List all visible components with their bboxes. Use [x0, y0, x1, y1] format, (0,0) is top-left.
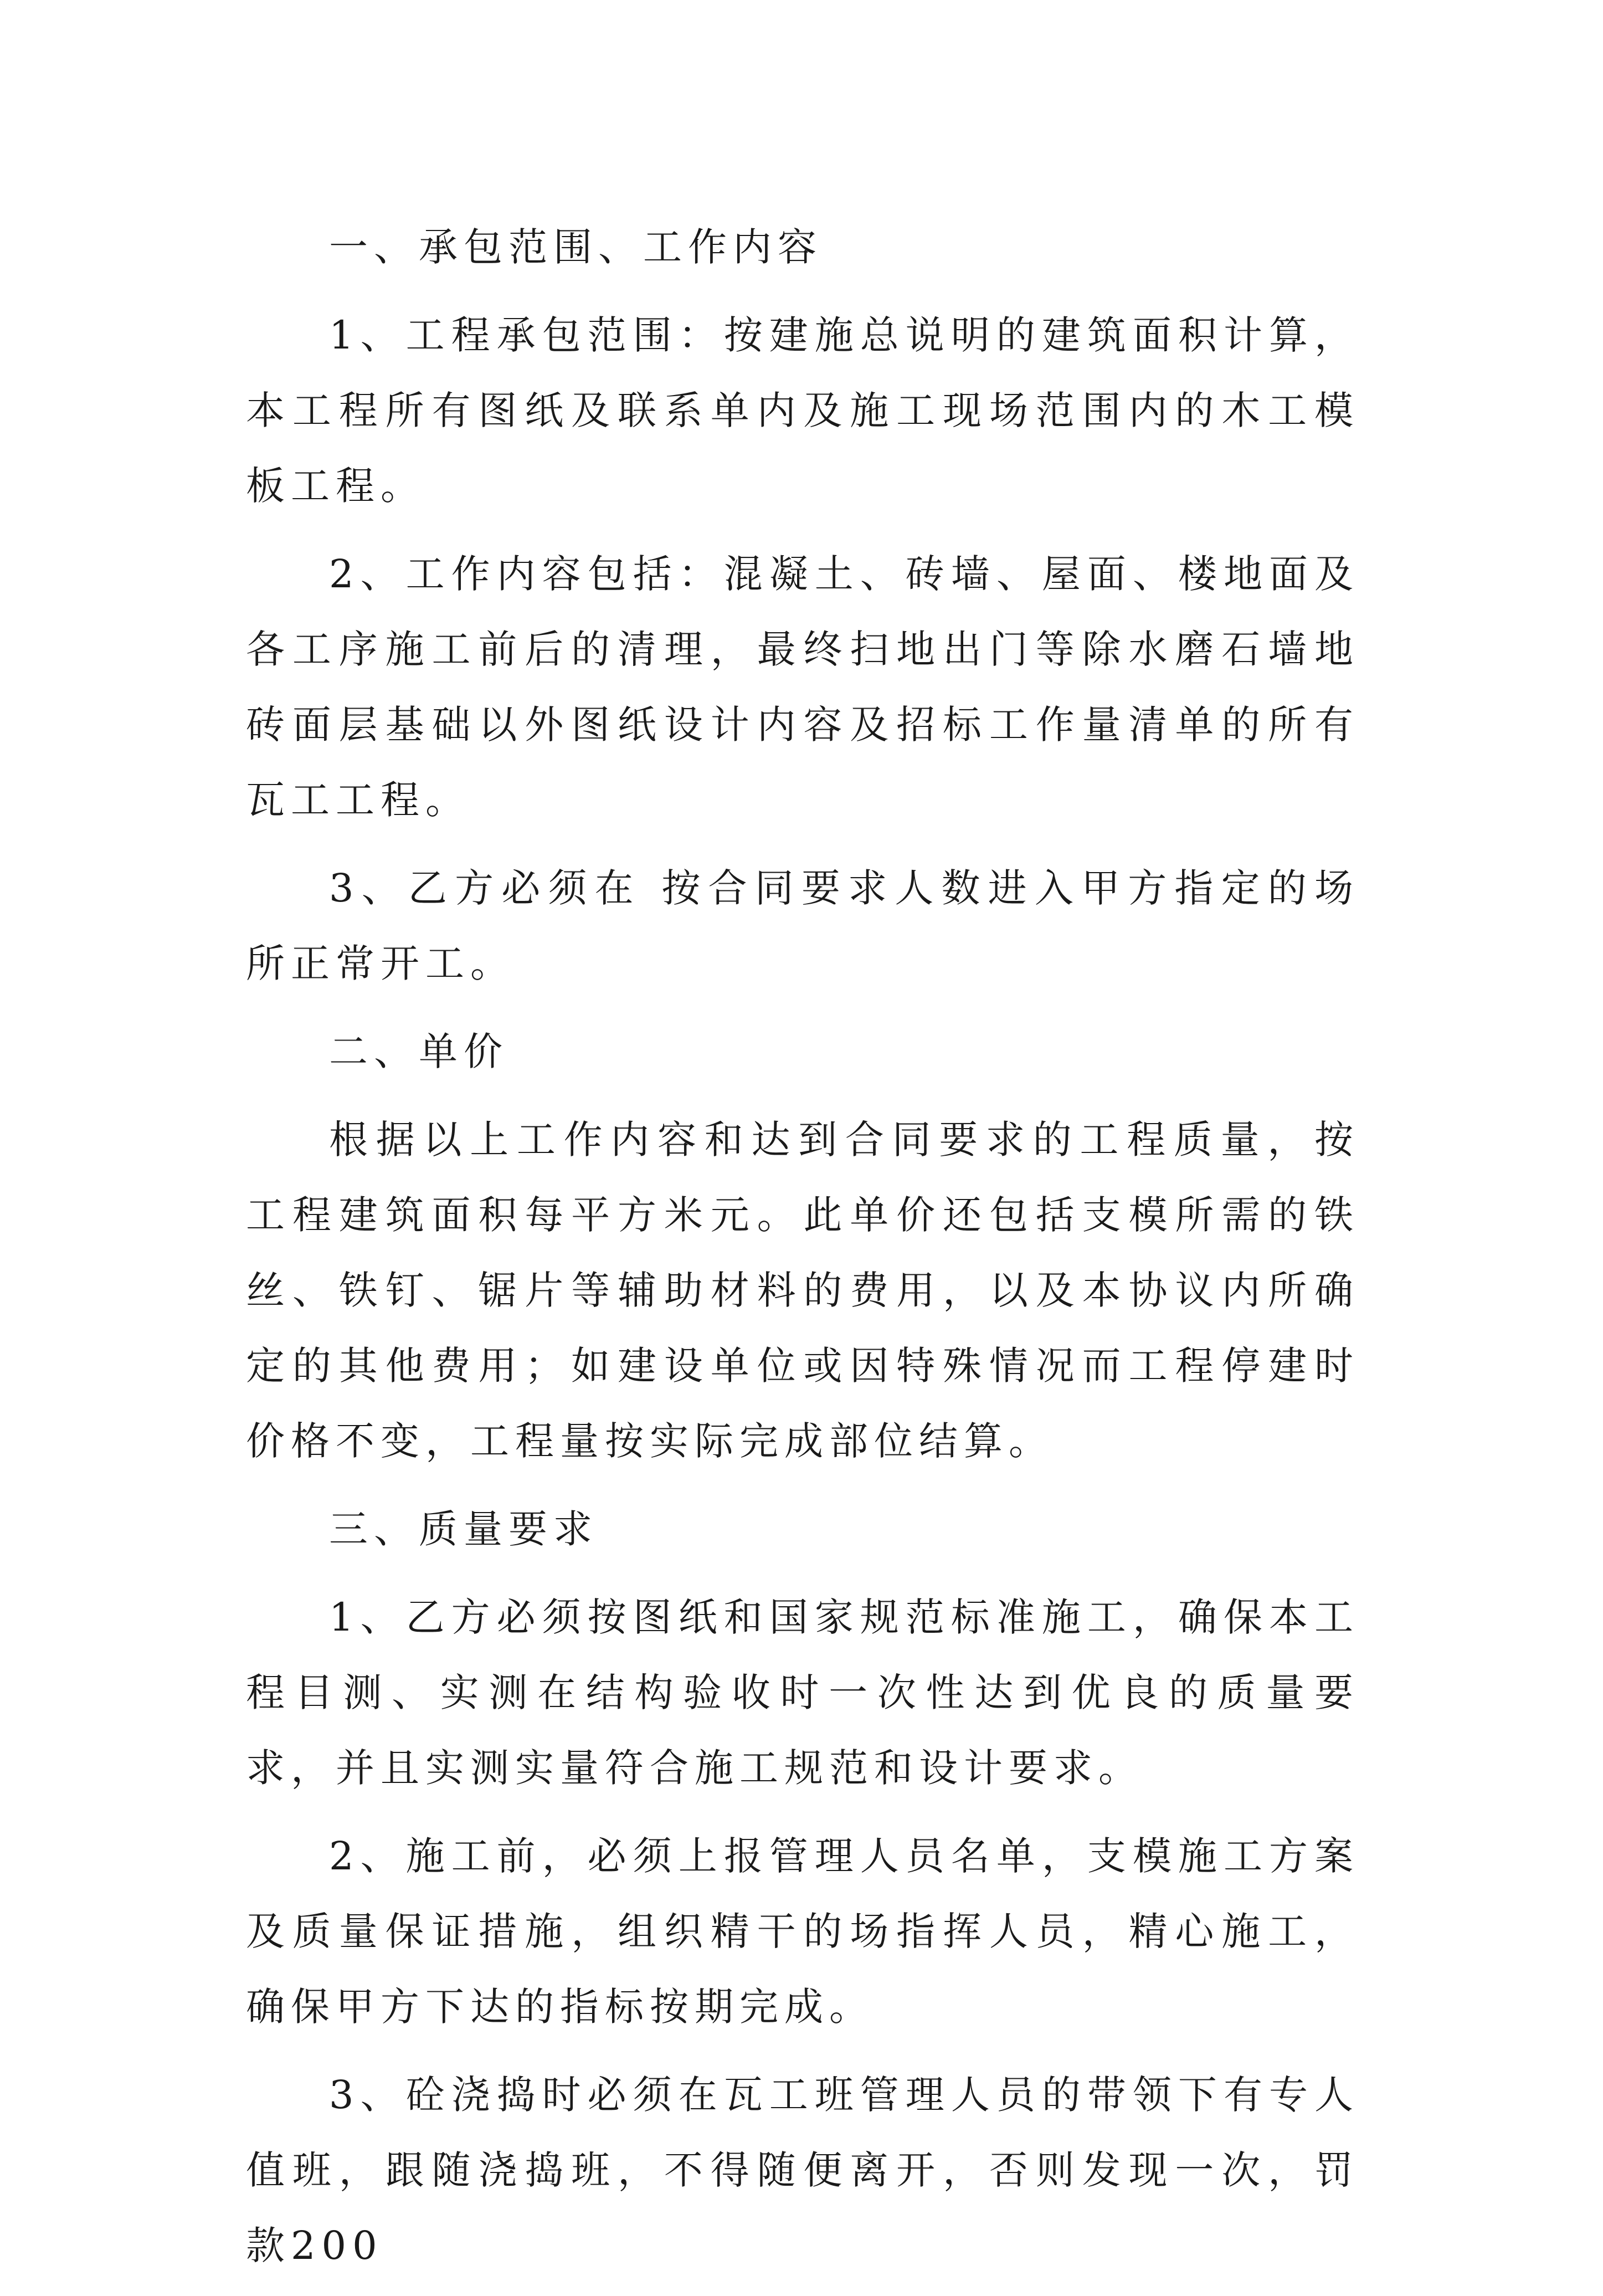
section-heading-scope: 一、承包范围、工作内容: [329, 224, 823, 270]
clause-quality-3: 3、砼浇捣时必须在瓦工班管理人员的带领下有专人值班，跟随浇捣班，不得随便离开，否则发现一次，罚款200: [246, 2072, 1359, 2268]
clause-quality-2: 2、施工前，必须上报管理人员名单，支模施工方案及质量保证措施，组织精干的场指挥人员，精心施工，确保甲方下达的指标按期完成。: [246, 1833, 1359, 2030]
section-heading-quality: 三、质量要求: [329, 1506, 598, 1552]
document-body: [246, 209, 1359, 2296]
clause-scope-2: 2、工作内容包括：混凝土、砖墙、屋面、楼地面及各工序施工前后的清理，最终扫地出门等除水磨石墙地砖面层基础以外图纸设计内容及招标工作量清单的所有瓦工工程。: [246, 551, 1359, 823]
clause-scope-1: 1、工程承包范围：按建施总说明的建筑面积计算，本工程所有图纸及联系单内及施工现场范围内的木工模板工程。: [246, 312, 1359, 509]
section-heading-price: 二、单价: [329, 1029, 508, 1074]
clause-quality-1: 1、乙方必须按图纸和国家规范标准施工，确保本工程目测、实测在结构验收时一次性达到优良的质量要求，并且实测实量符合施工规范和设计要求。: [246, 1595, 1359, 1791]
clause-price: 根据以上工作内容和达到合同要求的工程质量，按工程建筑面积每平方米元。此单价还包括支模所需的铁丝、铁钉、锯片等辅助材料的费用，以及本协议内所确定的其他费用；如建设单位或因特殊情况而工程停建时价格不变，工程量按实际完成部位结算。: [246, 1117, 1359, 1464]
clause-scope-3: 3、乙方必须在 按合同要求人数进入甲方指定的场所正常开工。: [246, 865, 1359, 986]
